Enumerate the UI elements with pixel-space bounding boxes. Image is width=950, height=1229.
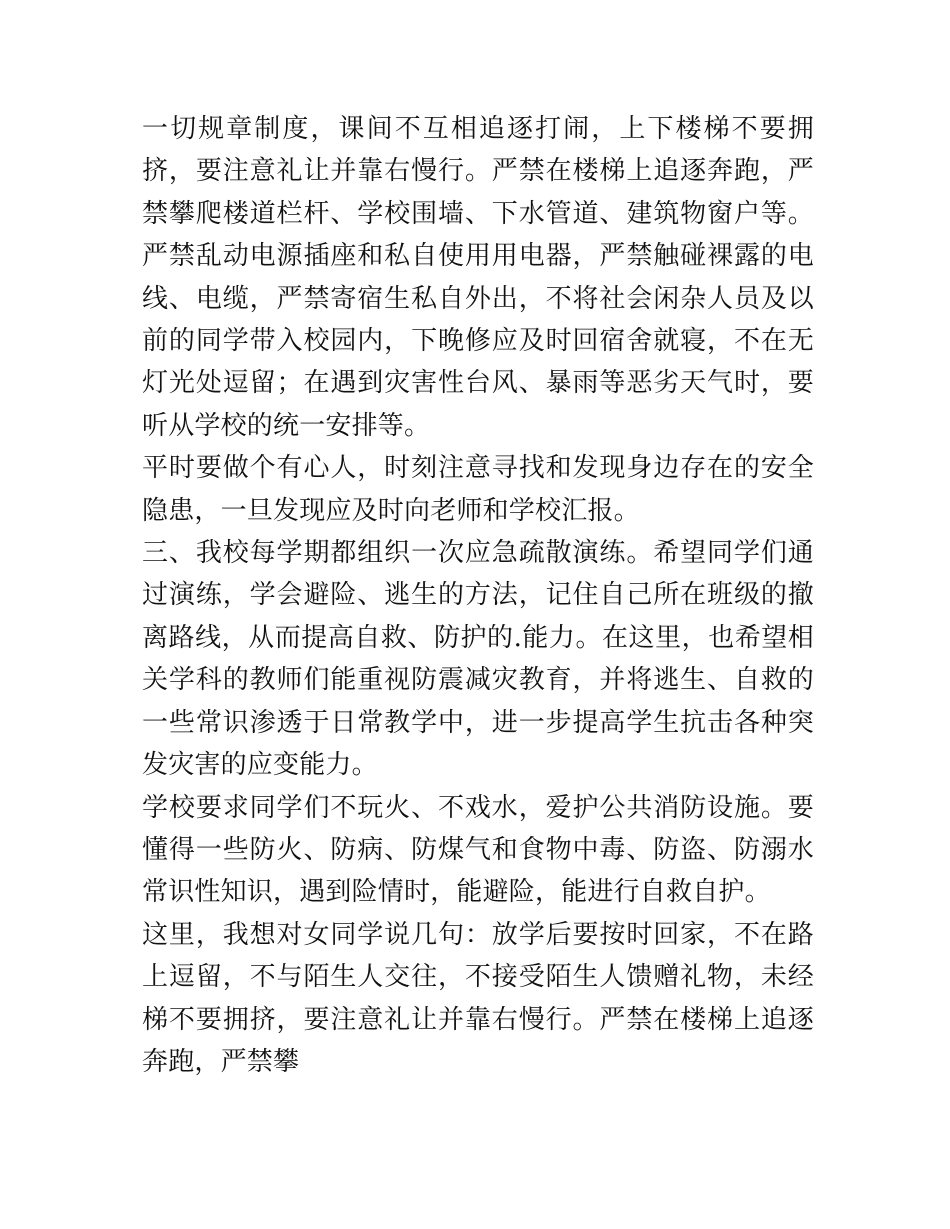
paragraph-female-students: 这里，我想对女同学说几句：放学后要按时回家，不在路上逗留，不与陌生人交往，不接受陌生人馈赠礼物，未经梯不要拥挤，要注意礼让并靠右慢行。严禁在楼梯上追逐奔跑，严禁攀 <box>142 919 814 1077</box>
paragraph-hazard-awareness: 平时要做个有心人，时刻注意寻找和发现身边存在的安全隐患，一旦发现应及时向老师和学校汇报。 <box>142 453 814 526</box>
paragraph-rules: 一切规章制度，课间不互相追逐打闹，上下楼梯不要拥挤，要注意礼让并靠右慢行。严禁在楼梯上追逐奔跑，严禁攀爬楼道栏杆、学校围墙、下水管道、建筑物窗户等。严禁乱动电源插座和私自使用用电器，严禁触碰裸露的电线、电缆，严禁寄宿生私自外出，不将社会闲杂人员及以前的同学带入校园内，下晚修应及时回宿舍就寝，不在无灯光处逗留；在遇到灾害性台风、暴雨等恶劣天气时，要听从学校的统一安排等。 <box>142 114 814 441</box>
document-body <box>142 108 814 1083</box>
paragraph-evacuation-drill: 三、我校每学期都组织一次应急疏散演练。希望同学们通过演练，学会避险、逃生的方法，记住自己所在班级的撤离路线，从而提高自救、防护的.能力。在这里，也希望相关学科的教师们能重视防震减灾教育，并将逃生、自救的一些常识渗透于日常教学中，进一步提高学生抗击各种突发灾害的应变能力。 <box>142 538 814 781</box>
paragraph-fire-safety: 学校要求同学们不玩火、不戏水，爱护公共消防设施。要懂得一些防火、防病、防煤气和食物中毒、防盗、防溺水常识性知识，遇到险情时，能避险，能进行自救自护。 <box>142 792 814 908</box>
